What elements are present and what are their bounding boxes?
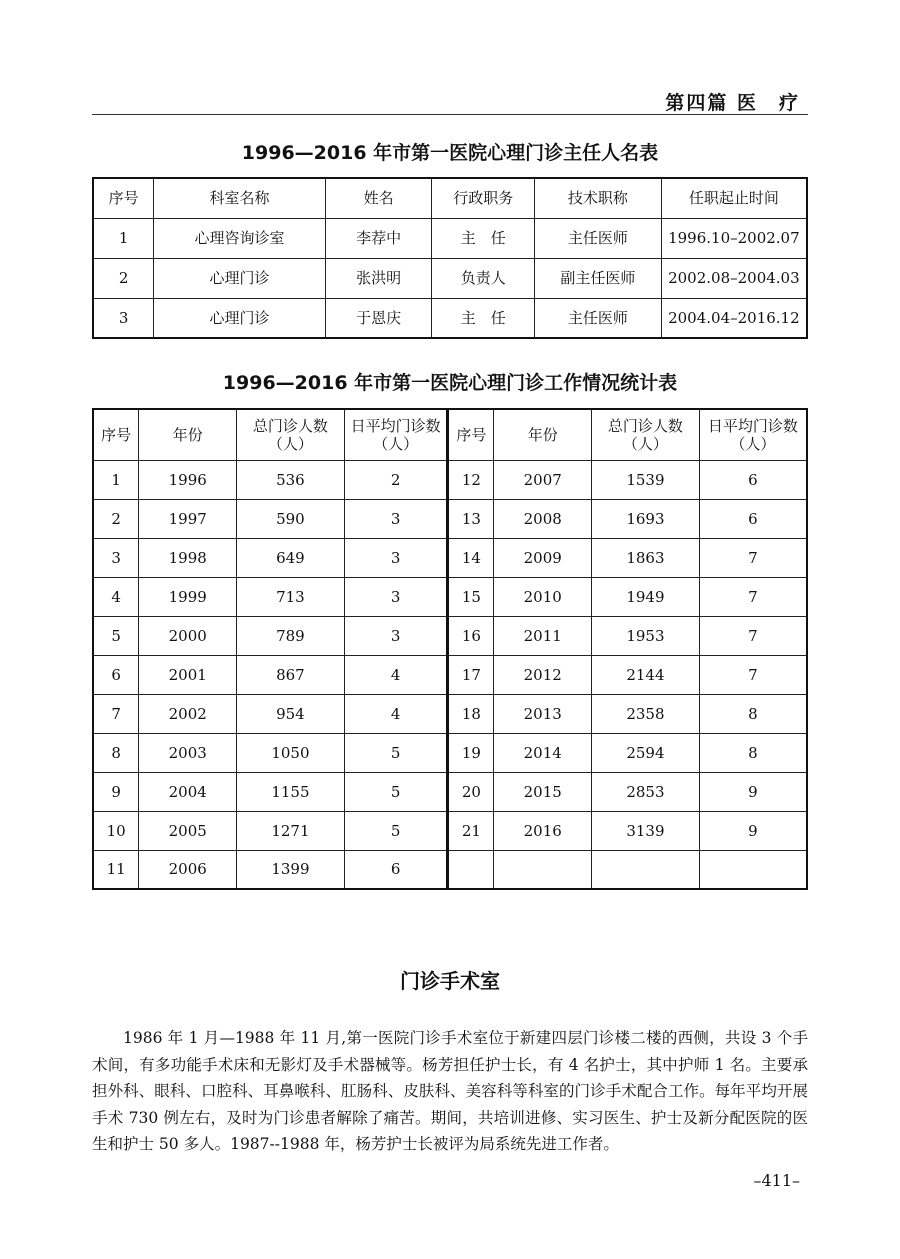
table-cell: 2594 [592,733,700,772]
table-cell: 2002 [139,694,237,733]
table-cell: 954 [237,694,345,733]
table-cell: 主 任 [432,218,535,258]
table-row [93,298,807,338]
table-row [93,499,807,538]
table-cell: 536 [237,460,345,499]
table-cell: 6 [93,655,139,694]
table-row [93,772,807,811]
table-cell: 2002.08–2004.03 [661,258,807,298]
table-cell: 2 [93,499,139,538]
table-cell: 14 [448,538,494,577]
table-cell: 2358 [592,694,700,733]
table-cell: 713 [237,577,345,616]
table-cell: 心理咨询诊室 [154,218,325,258]
table-cell: 3 [93,298,154,338]
table-cell: 789 [237,616,345,655]
table-cell: 21 [448,811,494,850]
table-cell: 8 [699,694,807,733]
director-table [92,177,808,339]
table-cell: 9 [699,772,807,811]
column-header: 总门诊人数（人） [237,409,345,460]
column-header: 总门诊人数（人） [592,409,700,460]
table-cell: 2853 [592,772,700,811]
table-cell: 2012 [494,655,592,694]
table-cell: 1996.10–2002.07 [661,218,807,258]
table-cell: 20 [448,772,494,811]
column-header: 年份 [494,409,592,460]
table-cell: 16 [448,616,494,655]
table-cell: 2004 [139,772,237,811]
table-cell: 1996 [139,460,237,499]
table-row [93,616,807,655]
table-cell: 17 [448,655,494,694]
table-cell: 1949 [592,577,700,616]
table-cell: 副主任医师 [535,258,662,298]
table-cell: 2011 [494,616,592,655]
table-cell: 心理门诊 [154,298,325,338]
column-header: 行政职务 [432,178,535,218]
column-header: 日平均门诊数（人） [344,409,448,460]
table-cell: 6 [344,850,448,889]
table-cell: 2006 [139,850,237,889]
table-cell: 1693 [592,499,700,538]
table-cell: 张洪明 [325,258,432,298]
table-cell: 6 [699,499,807,538]
table-cell [699,850,807,889]
table-cell: 3 [344,577,448,616]
column-header: 序号 [93,178,154,218]
table-cell: 12 [448,460,494,499]
table-cell: 9 [699,811,807,850]
table-cell: 9 [93,772,139,811]
column-header: 序号 [93,409,139,460]
table-cell: 1050 [237,733,345,772]
table-cell: 2144 [592,655,700,694]
table-cell: 2008 [494,499,592,538]
table-cell: 2 [344,460,448,499]
table-cell: 5 [344,772,448,811]
table-cell: 10 [93,811,139,850]
table-row [93,218,807,258]
table-cell: 7 [699,655,807,694]
table-cell: 主 任 [432,298,535,338]
table-cell: 18 [448,694,494,733]
table-cell: 1 [93,218,154,258]
table-cell: 1997 [139,499,237,538]
table-cell: 3139 [592,811,700,850]
table-cell [448,850,494,889]
table-row [93,460,807,499]
table-cell: 2015 [494,772,592,811]
column-header: 科室名称 [154,178,325,218]
table-cell: 1 [93,460,139,499]
table-cell: 主任医师 [535,298,662,338]
table-cell: 5 [93,616,139,655]
body-paragraph: 1986 年 1 月—1988 年 11 月,第一医院门诊手术室位于新建四层门诊楼二楼的西侧，共设 3 个手术间，有多功能手术床和无影灯及手术器械等。杨芳担任护士长，有 4 名护士，其中护师 1 名。主要承担外科、眼科、口腔科、耳鼻喉科、肛肠科、皮肤科、美容科等科室的门诊手术配合工作。每年平均开展手术 730 例左右，及时为门诊患者解除了痛苦。期间，共培训进修、实习医生、护士及新分配医院的医生和护士 50 多人。1987--1988 年，杨芳护士长被评为局系统先进工作者。 [92,1029,808,1153]
table-cell: 1999 [139,577,237,616]
table-cell: 2016 [494,811,592,850]
column-header: 任职起止时间 [661,178,807,218]
table-cell: 7 [699,538,807,577]
table2-title: 1996—2016 年市第一医院心理门诊工作情况统计表 [222,372,678,394]
table-cell: 2013 [494,694,592,733]
table-cell: 李荐中 [325,218,432,258]
page-number: –411– [753,1171,800,1190]
table-row [93,655,807,694]
table-cell: 15 [448,577,494,616]
table-cell: 3 [344,499,448,538]
section2-title: 门诊手术室 [400,969,500,993]
table-cell: 19 [448,733,494,772]
table-cell: 于恩庆 [325,298,432,338]
table-row [93,850,807,889]
table-cell: 1399 [237,850,345,889]
table-cell: 1953 [592,616,700,655]
table-cell: 2010 [494,577,592,616]
column-header: 序号 [448,409,494,460]
column-header: 日平均门诊数（人） [699,409,807,460]
table-cell: 8 [93,733,139,772]
table-cell: 4 [344,694,448,733]
table-row [93,694,807,733]
page-header [92,86,808,115]
section-title: 第四篇 医 疗 [665,92,800,114]
table-cell: 心理门诊 [154,258,325,298]
table-cell: 7 [93,694,139,733]
table-cell: 13 [448,499,494,538]
table-cell: 主任医师 [535,218,662,258]
table-cell: 2007 [494,460,592,499]
table-cell [494,850,592,889]
table-row [93,538,807,577]
table-cell: 2000 [139,616,237,655]
table-cell: 2014 [494,733,592,772]
table-cell: 590 [237,499,345,538]
statistics-table [92,408,808,890]
table-cell [592,850,700,889]
table-cell: 649 [237,538,345,577]
table-cell: 2003 [139,733,237,772]
table-cell: 3 [344,616,448,655]
table-row [93,733,807,772]
table-cell: 2005 [139,811,237,850]
table-cell: 7 [699,616,807,655]
table-cell: 2004.04–2016.12 [661,298,807,338]
table-cell: 负责人 [432,258,535,298]
table-cell: 1539 [592,460,700,499]
table-cell: 4 [93,577,139,616]
table-row [93,258,807,298]
table-cell: 1155 [237,772,345,811]
table-row [93,811,807,850]
table-cell: 2001 [139,655,237,694]
table-cell: 8 [699,733,807,772]
table-cell: 6 [699,460,807,499]
column-header: 年份 [139,409,237,460]
table-cell: 5 [344,811,448,850]
table-cell: 3 [93,538,139,577]
table-row [93,577,807,616]
column-header: 技术职称 [535,178,662,218]
table-cell: 3 [344,538,448,577]
table-cell: 1998 [139,538,237,577]
table-cell: 4 [344,655,448,694]
table-cell: 1863 [592,538,700,577]
table-cell: 11 [93,850,139,889]
table-cell: 867 [237,655,345,694]
table1-title: 1996—2016 年市第一医院心理门诊主任人名表 [241,142,659,164]
table-cell: 2009 [494,538,592,577]
table-cell: 1271 [237,811,345,850]
table-cell: 7 [699,577,807,616]
table-cell: 2 [93,258,154,298]
table-cell: 5 [344,733,448,772]
column-header: 姓名 [325,178,432,218]
